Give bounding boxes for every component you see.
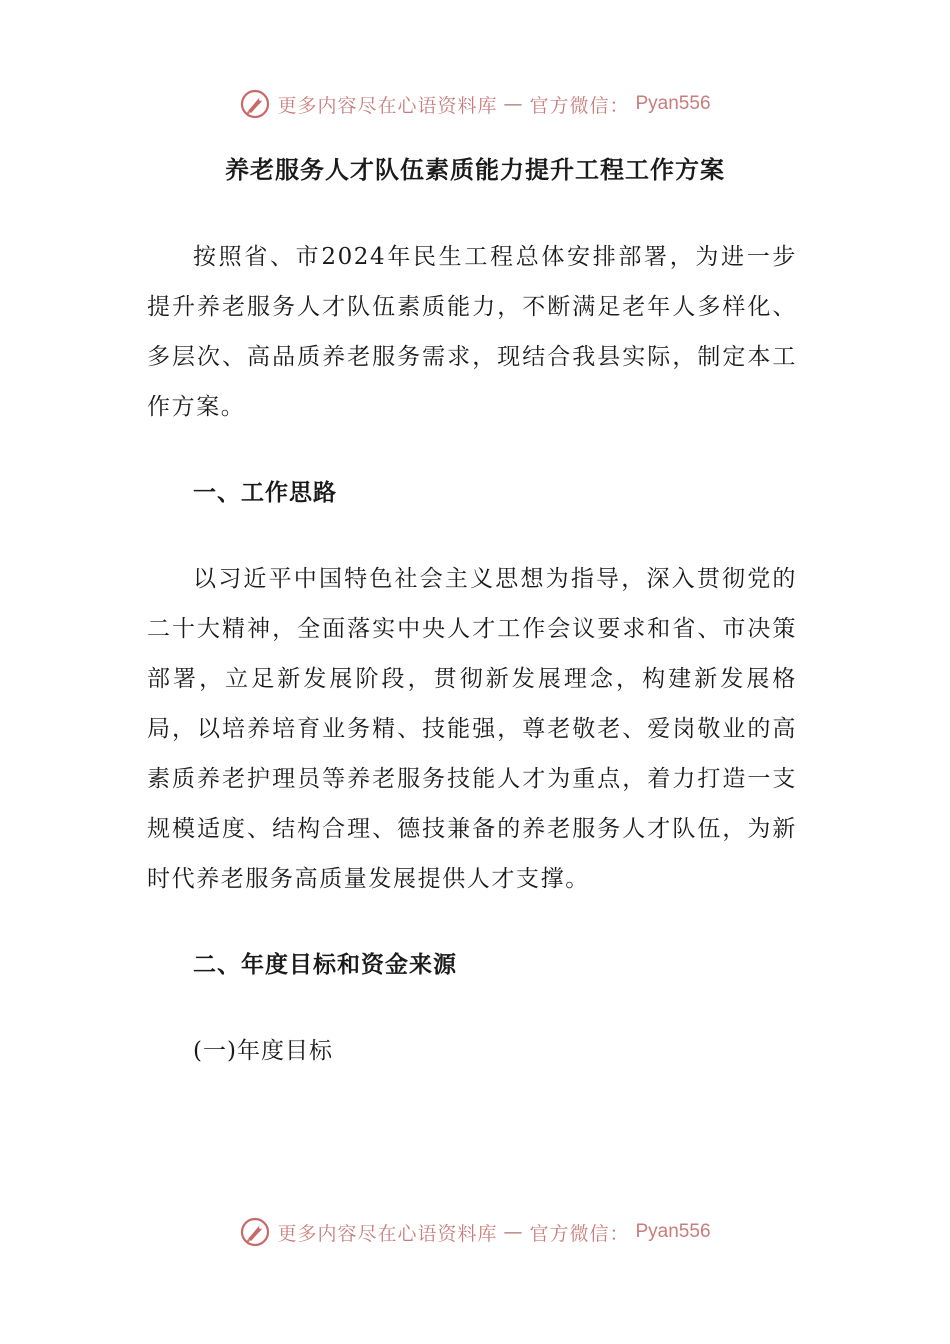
section-2-heading: 二、年度目标和资金来源 xyxy=(193,951,457,978)
watermark-separator: — xyxy=(503,1221,524,1243)
watermark-banner xyxy=(239,1216,710,1248)
document-body xyxy=(147,232,797,1076)
section-1-paragraph: 以习近平中国特色社会主义思想为指导，深入贯彻党的二十大精神，全面落实中央人才工作会议要求和省、市决策部署，立足新发展阶段，贯彻新发展理念，构建新发展格局，以培养培育业务精、技能强，尊老敬老、爱岗敬业的高素质养老护理员等养老服务技能人才为重点，着力打造一支规模适度、结构合理、德技兼备的养老服务人才队伍，为新时代养老服务高质量发展提供人才支撑。 xyxy=(147,566,797,892)
watermark-brand: 更多内容尽在心语资料库 xyxy=(277,94,498,117)
intro-paragraph: 按照省、市2024年民生工程总体安排部署，为进一步提升养老服务人才队伍素质能力，不断满足老年人多样化、多层次、高品质养老服务需求，现结合我县实际，制定本工作方案。 xyxy=(147,244,797,420)
watermark-label: 官方微信： xyxy=(529,1222,630,1245)
pen-nib-circle-icon xyxy=(239,88,271,120)
watermark-footer xyxy=(0,1212,950,1252)
watermark-header xyxy=(0,84,950,124)
pen-nib-circle-icon xyxy=(239,1216,271,1248)
watermark-separator: — xyxy=(503,93,524,115)
section-2-subheading-1: (一)年度目标 xyxy=(193,1038,333,1064)
watermark-wechat-id: Pyan556 xyxy=(635,93,711,114)
watermark-label: 官方微信： xyxy=(529,94,630,117)
spacer xyxy=(147,432,797,468)
watermark-banner xyxy=(239,88,710,120)
spacer xyxy=(147,990,797,1026)
section-1-heading: 一、工作思路 xyxy=(193,479,337,506)
spacer xyxy=(147,518,797,554)
document-title: 养老服务人才队伍素质能力提升工程工作方案 xyxy=(225,155,725,184)
spacer xyxy=(147,904,797,940)
watermark-brand: 更多内容尽在心语资料库 xyxy=(277,1222,498,1245)
watermark-wechat-id: Pyan556 xyxy=(635,1221,711,1242)
